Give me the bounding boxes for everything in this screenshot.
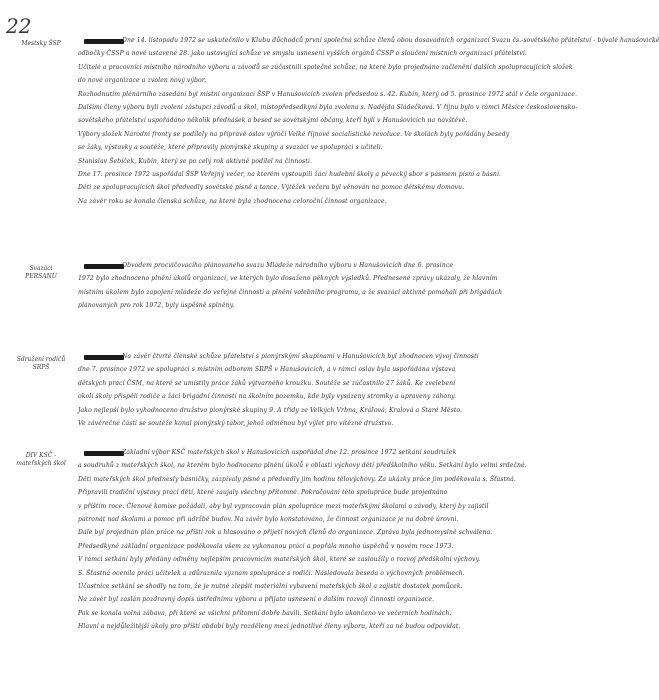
text-line: Učitelé a pracovníci místního národního výboru a závodů se zúčastnili společné schůze, na které bylo projednáno začlenění dalších spolupracujících složek [78, 63, 573, 71]
text-line: okolí školy přispěli rodiče a žáci brigádní činností na školním pozemku, kde byly vysázeny stromky a upraveny záhony. [78, 393, 457, 401]
entry-text [78, 34, 659, 208]
entry-label: Sdružení rodičů SRPŠ [16, 356, 66, 371]
text-line: odbočky ČSSP a nově ustavené 28. jako ustavující schůze ve smyslu usnesení vyšších orgánů ČSSP o sloučení místních organizací přátelství. [78, 50, 527, 58]
text-line: Připravili tradiční výstavy prací dětí, které zaujaly všechny přítomné. Pokračování této spolupráce bude projednáno [78, 489, 448, 497]
text-line: dne 7. prosince 1972 ve spolupráci s místním odborem SRPŠ v Hanušovicích, a v rámci oslav byla uspořádána výstava [78, 366, 456, 374]
text-line: se žáky, výstavky a soutěže, které připravily pionýrské skupiny a svazáci ve spolupráci s učiteli. [78, 144, 383, 152]
text-line: Děti mateřských škol přednesly básničky, zazpívaly písně a předvedly jim hodinu tělovýchovy. Za ukázky práce jim poděkovala s. Šťastná. [78, 475, 516, 483]
text-line: Na závěr roku se konala členská schůze, na které byla zhodnocena celoroční činnost organizace. [78, 197, 387, 205]
text-line: Hlavní a nejdůležitější úkoly pro příští období byly rozděleny mezi jednotlivé členy výboru, kteří za ně budou odpovídat. [78, 623, 461, 631]
text-line: patronát nad školami a pomoc při údržbě budov. Na závěr bylo konstatováno, že činnost organizace je na dobré úrovni. [78, 515, 459, 523]
text-line: Obvodem procvičovacího plánovaného svazu Mládeže národního výboru v Hanušovicích dne 6. prosince [122, 262, 454, 269]
entry-label: Svazáci PERSANU [25, 265, 57, 280]
text-line: Rozhodnutím plénárního zasedání byl místní organizaci ŠSP v Hanušovicích zvolen předsedou s. 42. Kubín, který od 5. prosince 1972 stál v čele organizace. [78, 90, 578, 98]
text-line: Jako nejlepší bylo vyhodnoceno družstvo pionýrské skupiny 9. A třídy ze Velkých Vrbna, Kráľová, Kralová a Staré Město. [78, 406, 463, 414]
text-line: Dalšími členy výboru byli zvoleni zástupci závodů a škol, místopředsedkyní byla zvolena s. Nadějda Sládečková. V říjnu bylo v rámci Měsíce československo- [78, 103, 578, 111]
text-line: Děti ze spolupracujících škol předvedly sovětské písně a tance. Výtěžek večera byl věnován na pomoc dětskému domovu. [78, 184, 465, 192]
text-line: Na závěr čtvrté členské schůze přátelství s pionýrskými skupinami v Hanušovicích byl zhodnocen vývoj činnosti [122, 353, 479, 360]
text-line: 1972 bylo zhodnoceno plnění úkolů organizací, ve kterých bylo dosaženo pěkných výsledků. Přednesené zprávy ukázaly, že hlavním [78, 275, 498, 283]
text-line: Ve závěrečné části se soutěže konal pionýrský tábor, jehož odměnou byl výlet pro vítězné družstvo. [78, 419, 394, 427]
text-line: Účastnice setkání se shodly na tom, že je nutné zlepšit materiální vybavení mateřských škol a zajistit dostatek pomůcek. [78, 582, 463, 590]
entry-label: DIV KSČ - mateřských škol [16, 452, 66, 467]
text-line: Pak se konala volná zábava, při které se všichni přítomní dobře bavili. Setkání bylo ukončeno ve večerních hodinách. [78, 609, 452, 617]
text-line: v příštím roce. Členové komise požádali, aby byl vypracován plán spolupráce mezi mateřskými školami a závody, který by zajistil [78, 502, 489, 510]
text-line: do nové organizace a zvolen nový výbor. [78, 77, 207, 85]
text-line: Dále byl projednán plán práce na příští rok a hlasováno o přijetí nových členů do organizace. Zpráva byla jednomyslně schválena. [78, 529, 493, 537]
text-line: Na závěr byl zaslán pozdravný dopis ústřednímu výboru a přijato usnesení o dalším rozvoji činnosti organizace. [78, 596, 435, 604]
entry-label: Mestsky ŠSP [21, 40, 61, 47]
text-line: místním úkolem bylo zapojení mládeže do veřejné činnosti a plnění volebního programu, a že svazáci aktivně pomáhali při brigádách [78, 288, 503, 296]
text-line: V rámci setkání byly předány odměny nejlepším pracovnicím mateřských škol, které se zasloužily o rozvoj předškolní výchovy. [78, 556, 481, 564]
text-line: dětských prací ČSM, na které se umístily práce žáků výtvarného kroužku. Soutěže se zúčastnilo 27 žáků. Ke zvelebení [78, 379, 456, 387]
text-line: Dne 14. listopadu 1972 se uskutečnilo v Klubu důchodců první společná schůze členů obou dosavadních organizací Svazu čs.-sovětského přátelství - bývalé hanušovické [122, 37, 659, 44]
text-line: Dne 17. prosince 1972 uspořádal ŠSP Veřejný večer, na kterém vystoupili žáci hudební školy a pěvecký sbor s pásmem písní a básní. [78, 170, 502, 178]
text-line: Základní výbor KSČ mateřských škol v Hanušovicích uspořádal dne 12. prosince 1972 setkání soudružek [122, 449, 457, 456]
page-number: 22 [6, 14, 32, 38]
entry-text [78, 350, 506, 430]
text-line: plánovaných pro rok 1972, byly úspěšně splněny. [78, 302, 235, 310]
text-line: Stanislav Šebíček, Kubín, který se po celý rok aktivně podílel na činnosti. [78, 157, 313, 165]
entry-text [78, 446, 527, 633]
text-line: S. Šťastná ocenila práci učitelek a zdůraznila význam spolupráce s rodiči. Následovala beseda o výchovných problémech. [78, 569, 465, 577]
text-line: a soudruhů z mateřských škol, na kterém bylo hodnoceno plnění úkolů v oblasti výchovy dětí předškolního věku. Setkání bylo velmi srdečné. [78, 462, 527, 470]
text-line: Výbory složek Národní fronty se podílely na přípravě oslav výročí Velké říjnové socialistické revoluce. Ve školách byly pořádány besedy [78, 130, 510, 138]
text-line: sovětského přátelství uspořádáno několik přednášek a besed se sovětskými občany, kteří byli v Hanušovicích na návštěvě. [78, 117, 468, 125]
text-line: Předsedkyně základní organizace poděkovala všem za vykonanou práci a popřála mnoho úspěchů v novém roce 1973. [78, 542, 454, 550]
entry-text [78, 259, 506, 313]
